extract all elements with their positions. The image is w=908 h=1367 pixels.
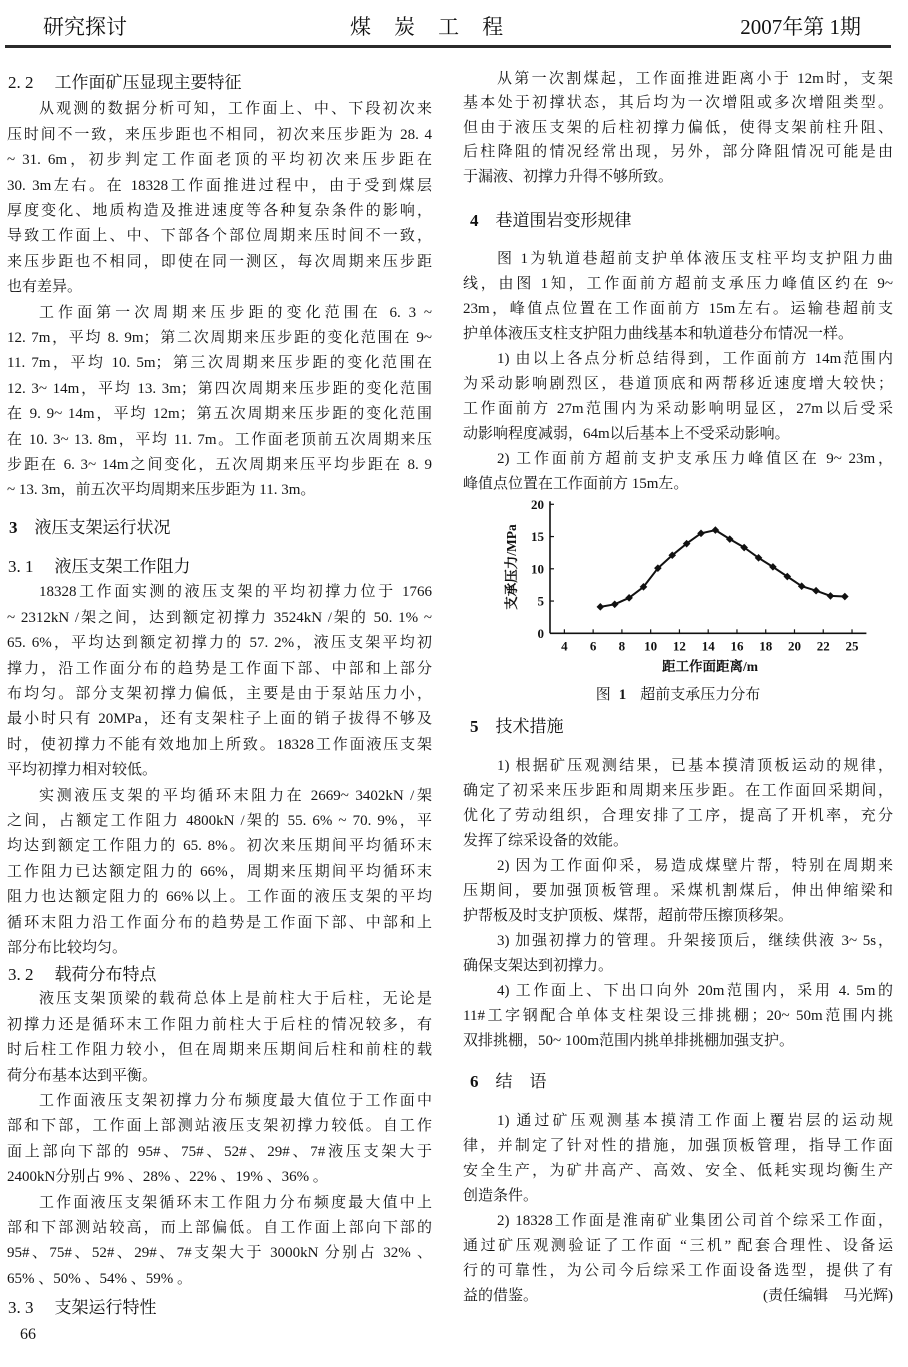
text-line: ~ 2312kN /架之间，达到额定初撑力 3524kN /架的 50. 1% ~: [7, 609, 432, 626]
section-heading-3-1: [8, 554, 191, 580]
text-line: 从第一次割煤起，工作面推进距离小于 12m时，支架: [497, 70, 893, 87]
x-tick-label: 18: [759, 638, 773, 654]
text-line: 压时间不一致，来压步距也不相同，初次来压步距为 28. 4: [7, 126, 432, 143]
text-line: 基本处于初撑状态，其后均为一次增阻或多次增阻类型。: [463, 95, 893, 112]
x-tick-label: 20: [787, 638, 801, 654]
y-tick-label: 10: [531, 561, 544, 577]
section-3-2-body: [7, 987, 432, 1292]
section-title: 支架运行特性: [54, 1298, 157, 1317]
data-point: [611, 600, 619, 608]
text-line: 1) 根据矿压观测结果，已基本摸清顶板运动的规律，: [497, 757, 893, 774]
text-line: 均达到额定工作阻力的 65. 8%。初次来压期间平均循环末: [7, 838, 432, 855]
text-line: 压期间，要加强顶板管理。采煤机割煤后，伸出伸缩梁和: [463, 882, 893, 899]
text-line: 部和下部，工作面上部测站液压支架初撑力较低。自工作: [7, 1118, 432, 1135]
x-tick-label: 8: [618, 638, 626, 654]
text-line: 12. 3~ 14m，平均 13. 3m；第四次周期来压步距的变化范围: [7, 380, 432, 397]
y-tick-label: 20: [531, 496, 544, 512]
section-heading-5: [470, 714, 564, 740]
section-heading-3-3: [8, 1295, 157, 1321]
text-line: 在 9. 9~ 14m，平均 12m；第五次周期来压步距的变化范围: [7, 406, 432, 423]
paragraph: [7, 987, 432, 1089]
section-title: 技术措施: [495, 717, 564, 736]
text-line: 工作面第一次周期来压步距的变化范围在 6. 3 ~: [39, 304, 432, 321]
header-rule: [5, 45, 891, 48]
text-line: 从观测的数据分析可知，工作面上、中、下段初次来: [39, 101, 432, 118]
section-number: 3. 1: [8, 557, 34, 576]
text-line: 部和下部测站较高，而上部偏低。自工作面上部向下部的: [7, 1219, 432, 1236]
paragraph: [463, 67, 893, 190]
text-line: 厚度变化、地质构造及推进速度等各种复杂条件的影响，: [7, 202, 432, 219]
text-line: 在 10. 3~ 13. 8m，平均 11. 7m。工作面老顶前五次周期来压: [7, 431, 432, 448]
section-heading-3: [9, 515, 171, 541]
text-line: 最小时只有 20MPa，还有支架柱子上面的销子拔得不够及: [7, 711, 432, 728]
text-line: 初撑力还是循环末工作阻力前柱大于后柱的情况较多，有: [7, 1016, 432, 1033]
text-line: 65% 、50% 、54% 、59% 。: [7, 1270, 192, 1287]
x-tick-label: 12: [672, 638, 686, 654]
section-4-body: [463, 247, 893, 497]
paragraph: [463, 754, 893, 854]
section-3-1-body: [7, 580, 432, 961]
text-line: 荷分布基本达到平衡。: [7, 1067, 158, 1084]
y-tick-label: 0: [537, 625, 544, 641]
text-line: 步距在 6. 3~ 14m之间变化，五次周期来压平均步距在 8. 9: [7, 456, 432, 473]
text-line: 2) 因为工作面仰采，易造成煤壁片帮，特别在周期来: [497, 857, 893, 874]
section-6-body: [463, 1109, 893, 1309]
text-line: 之间，占额定工作阻力 4800kN /架的 55. 6% ~ 70. 9%，平: [7, 812, 432, 829]
text-line: 也有差异。: [7, 279, 83, 296]
section-title: 载荷分布特点: [54, 965, 157, 984]
section-title: 结 语: [495, 1072, 547, 1091]
data-point: [597, 603, 605, 611]
text-line: 护单体液压支柱支护阻力曲线基本和轨道巷分布情况一样。: [463, 325, 854, 342]
text-line: 确定了初采来压步距和周期来压步距。在工作面回采期间，: [463, 782, 893, 799]
x-tick-label: 25: [845, 638, 859, 654]
text-line: ~ 31. 6m，初步判定工作面老顶的平均初次来压步距在: [7, 152, 432, 169]
text-line: 部分布比较均匀。: [7, 939, 128, 956]
section-heading-4: [470, 208, 632, 234]
series-line: [600, 530, 845, 607]
text-line: 时，使初撑力不能有效地加上所致。18328工作面液压支架: [7, 736, 432, 753]
text-line: 液压支架顶梁的载荷总体上是前柱大于后柱，无论是: [39, 991, 432, 1008]
text-line: 11. 7m，平均 10. 5m；第三次周期来压步距的变化范围在: [7, 355, 432, 372]
text-line: ~ 13. 3m，前五次平均周期来压步距为 11. 3m。: [7, 482, 316, 499]
paragraph: [463, 447, 893, 497]
text-line: 面上部向下部的 95#、75#、52#、29#、7#液压支架大于: [7, 1143, 432, 1160]
text-line: 峰值点位置在工作面前方 15m左。: [463, 475, 689, 492]
text-line: 1) 由以上各点分析总结得到，工作面前方 14m范围内: [497, 350, 893, 367]
text-line: 工作面前方 27m范围内为采动影响明显区，27m以后受采: [463, 400, 893, 417]
section-title: 液压支架运行状况: [34, 518, 171, 537]
paragraph: [7, 1191, 432, 1293]
paragraph: [7, 784, 432, 962]
text-line: 安全生产，为矿井高产、高效、安全、低耗实现均衡生产: [463, 1162, 893, 1179]
text-line: 行的可靠性，为公司今后综采工作面设备选型，提供了有: [463, 1262, 893, 1279]
issue-label: 2007年第 1期: [740, 15, 861, 39]
text-line: 导致工作面上、中、下部各个部位周期来压时间不一致，: [7, 228, 432, 245]
text-line: 双排挑棚，50~ 100m范围内挑单排挑棚加强支护。: [463, 1032, 795, 1049]
paragraph: [463, 247, 893, 347]
text-line: 通过矿压观测验证了工作面 “三机” 配套合理性、设备运: [463, 1237, 893, 1254]
figure-prefix: 图: [595, 687, 611, 703]
text-line: 确保支架达到初撑力。: [463, 957, 614, 974]
text-line: 循环末阻力沿工作面分布的趋势是工作面下部、中部和上: [7, 914, 432, 931]
text-line: 11#工字钢配合单体支柱架设三排挑棚；20~ 50m范围内挑: [463, 1007, 893, 1024]
paragraph: [463, 979, 893, 1054]
text-line: 阻力也达额定阻力的 66%以上。工作面的液压支架的平均: [7, 889, 432, 906]
paragraph: [7, 97, 432, 300]
paragraph: [463, 347, 893, 447]
text-line: 30. 3m左右。在 18328工作面推进过程中，由于受到煤层: [7, 177, 432, 194]
paragraph: [463, 929, 893, 979]
data-point: [841, 593, 849, 601]
text-line: 2) 18328工作面是淮南矿业集团公司首个综采工作面，: [497, 1212, 893, 1229]
text-line: 12. 7m，平均 8. 9m；第二次周期来压步距的变化范围在 9~: [7, 329, 432, 346]
figure-number: 1: [618, 687, 627, 703]
text-line: 4) 工作面上、下出口向外 20m范围内，采用 4. 5m的: [497, 982, 893, 999]
section-heading-2-2: [8, 70, 242, 96]
text-line: 来压步距也不相同，即使在同一测区，每次周期来压步距: [7, 253, 432, 270]
y-tick-label: 5: [537, 593, 544, 609]
text-line: 65. 6%，平均达到额定初撑力的 57. 2%，液压支架平均初: [7, 635, 432, 652]
data-point: [812, 587, 820, 595]
paragraph: [7, 1089, 432, 1191]
section-title: 工作面矿压显现主要特征: [54, 73, 242, 92]
y-axis-label: 支承压力/MPa: [504, 524, 519, 610]
section-title: 液压支架工作阻力: [54, 557, 191, 576]
text-line: 工作面液压支架循环末工作阻力分布频度最大值中上: [39, 1194, 432, 1211]
text-line: 撑力，沿工作面分布的趋势是工作面下部、中部和上部分: [7, 660, 432, 677]
x-tick-label: 14: [701, 638, 715, 654]
text-line: 图 1为轨道巷超前支护单体液压支柱平均支护阻力曲: [497, 250, 893, 267]
text-line: 发挥了综采设备的效能。: [463, 832, 629, 849]
text-line: 18328工作面实测的液压支架的平均初撑力位于 1766: [39, 584, 432, 601]
section-5-body: [463, 754, 893, 1054]
text-line: 线，由图 1知，工作面前方超前支承压力峰值区约在 9~: [463, 275, 893, 292]
text-line: 23m，峰值点位置在工作面前方 15m左右。运输巷超前支: [463, 300, 893, 317]
text-line: 但由于液压支架的后柱初撑力偏低，使得支架前柱升阻、: [463, 119, 893, 136]
x-tick-label: 22: [816, 638, 830, 654]
running-head-section: 研究探讨: [43, 15, 127, 39]
text-line: 平均初撑力相对较低。: [7, 762, 158, 779]
section-number: 6: [470, 1072, 479, 1091]
x-tick-label: 6: [589, 638, 597, 654]
section-number: 5: [470, 717, 479, 736]
text-line: 2) 工作面前方超前支护支承压力峰值区在 9~ 23m，: [497, 450, 893, 467]
text-line: 工作阻力已达额定阻力的 66%，周期来压期间平均循环末: [7, 863, 432, 880]
text-line: 95#、75#、52#、29#、7#支架大于 3000kN 分别占 32% 、: [7, 1245, 432, 1262]
text-line: 创造条件。: [463, 1187, 539, 1204]
text-line: 护帮板及时支护顶板、煤帮，超前带压擦顶移架。: [463, 907, 794, 924]
section-heading-6: [470, 1069, 547, 1095]
continued-body: [463, 67, 893, 190]
figure-title: 超前支承压力分布: [640, 687, 761, 703]
text-line: 布均匀。部分支架初撑力偏低，主要是由于泵站压力小，: [7, 685, 432, 702]
section-number: 2. 2: [8, 73, 34, 92]
y-tick-label: 15: [531, 529, 544, 545]
text-line: 3) 加强初撑力的管理。升架接顶后，继续供液 3~ 5s，: [497, 932, 893, 949]
section-heading-3-2: [8, 962, 157, 988]
text-line: 动影响程度减弱，64m以后基本上不受采动影响。: [463, 425, 790, 442]
paragraph: [463, 1109, 893, 1209]
figure-1-chart: [490, 495, 870, 710]
page-number: 66: [20, 1326, 36, 1343]
text-line: 为采动影响剧烈区，巷道顶底和两帮移近速度增大较快；: [463, 375, 893, 392]
text-line: 律，并制定了针对性的措施，加强顶板管理，指导工作面: [463, 1137, 893, 1154]
section-2-2-body: [7, 97, 432, 504]
text-line: 1) 通过矿压观测基本摸清工作面上覆岩层的运动规: [497, 1112, 893, 1129]
section-number: 3. 2: [8, 965, 34, 984]
section-number: 3. 3: [8, 1298, 34, 1317]
text-line: 益的借鉴。: [463, 1287, 539, 1304]
section-number: 3: [9, 518, 18, 537]
x-tick-label: 10: [644, 638, 658, 654]
paragraph: [7, 580, 432, 783]
journal-title: 煤 炭 工 程: [350, 15, 513, 39]
editor-note: (责任编辑 马光辉): [763, 1287, 893, 1304]
x-tick-label: 16: [730, 638, 744, 654]
section-title: 巷道围岩变形规律: [495, 211, 632, 230]
section-number: 4: [470, 211, 479, 230]
paragraph: [7, 301, 432, 504]
text-line: 后柱降阻的情况经常出现，另外，部分降阻情况可能是由: [463, 144, 893, 161]
x-tick-label: 4: [561, 638, 568, 654]
text-line: 实测液压支架的平均循环末阻力在 2669~ 3402kN /架: [39, 787, 432, 804]
text-line: 优化了劳动组织，合理安排了工序，提高了开机率，充分: [463, 807, 893, 824]
data-point: [827, 592, 835, 600]
x-axis-label: 距工作面距离/m: [662, 659, 758, 674]
text-line: 于漏液、初撑力升得不够所致。: [463, 169, 674, 186]
text-line: 工作面液压支架初撑力分布频度最大值位于工作面中: [39, 1092, 432, 1109]
paragraph: [463, 854, 893, 929]
text-line: 2400kN分别占 9% 、28% 、22% 、19% 、36% 。: [7, 1169, 328, 1186]
figure-caption: [463, 685, 893, 705]
text-line: 时后柱工作阻力较小，但在周期来压期间后柱和前柱的载: [7, 1042, 432, 1059]
